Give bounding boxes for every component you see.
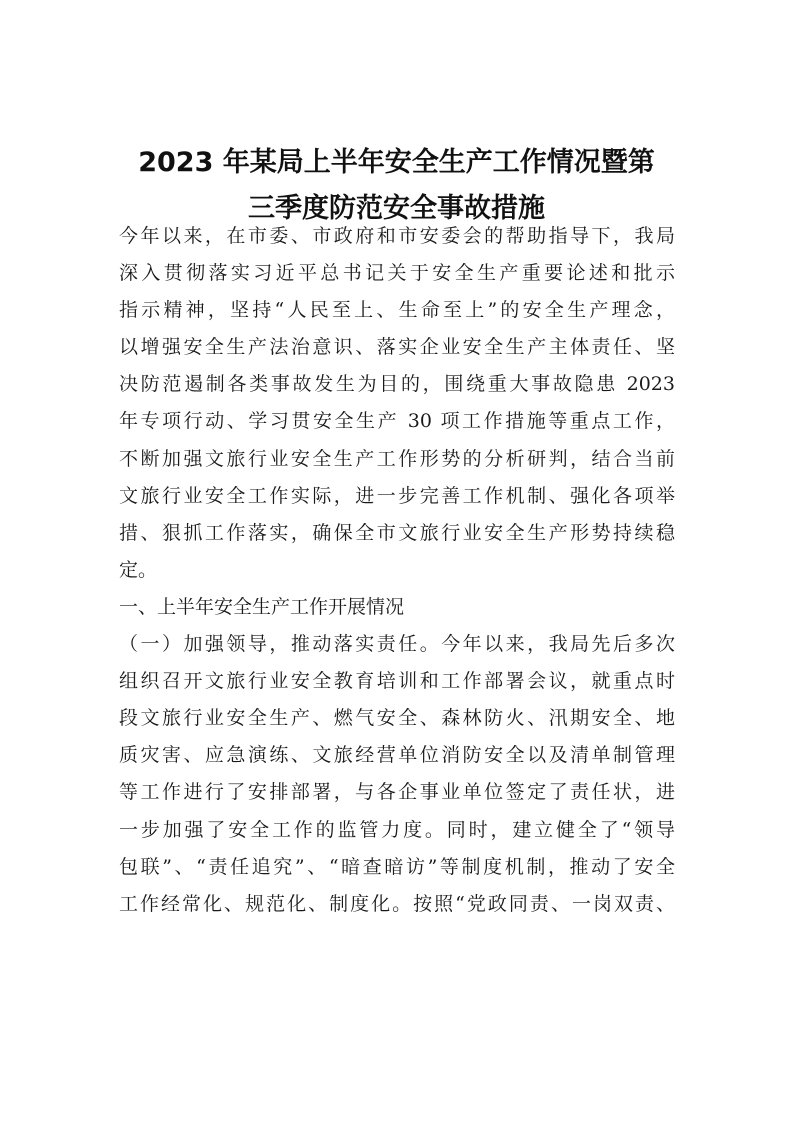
text-line: 段文旅行业安全生产、燃气安全、森林防火、汛期安全、地 (119, 707, 675, 730)
text-line: 质灾害、应急演练、文旅经营单位消防安全以及清单制管理 (119, 744, 675, 767)
text-line: 今年以来，在市委、市政府和市安委会的帮助指导下，我局 (119, 225, 675, 247)
section-heading (119, 589, 675, 626)
text-line: 等工作进行了安排部署，与各企事业单位签定了责任状，进 (119, 781, 675, 804)
text-line: （一）加强领导，推动落实责任。今年以来，我局先后多次 (119, 633, 675, 656)
text-line: 一步加强了安全工作的监管力度。同时，建立健全了“领导 (119, 818, 675, 841)
title-line-1: 2023 年某局上半年安全生产工作情况暨第 (138, 147, 655, 179)
paragraph-intro (119, 218, 675, 589)
text-line: 年专项行动、学习贯安全生产 30 项工作措施等重点工作， (119, 410, 675, 433)
section-heading-text: 一、上半年安全生产工作开展情况 (119, 595, 405, 618)
title-line-2: 三季度防范安全事故措施 (248, 193, 545, 225)
text-line: 包联”、“责任追究”、“暗查暗访”等制度机制，推动了安全 (119, 855, 675, 878)
text-line: 以增强安全生产法治意识、落实企业安全生产主体责任、坚 (119, 336, 675, 359)
text-line: 工作经常化、规范化、制度化。按照“党政同责、一岗双责、 (119, 892, 675, 915)
text-line: 定。 (119, 558, 158, 581)
document-body (119, 218, 675, 923)
text-line: 决防范遏制各类事故发生为目的，围绕重大事故隐患 2023 (119, 373, 675, 396)
text-line: 深入贯彻落实习近平总书记关于安全生产重要论述和批示 (119, 262, 675, 285)
paragraph-section-1-1 (119, 626, 675, 923)
text-line: 文旅行业安全工作实际，进一步完善工作机制、强化各项举 (119, 484, 675, 507)
text-line: 不断加强文旅行业安全生产工作形势的分析研判，结合当前 (119, 447, 675, 470)
text-line: 措、狠抓工作落实，确保全市文旅行业安全生产形势持续稳 (119, 521, 675, 544)
text-line: 组织召开文旅行业安全教育培训和工作部署会议，就重点时 (119, 670, 675, 693)
text-line: 指示精神，坚持“人民至上、生命至上”的安全生产理念， (119, 299, 675, 322)
